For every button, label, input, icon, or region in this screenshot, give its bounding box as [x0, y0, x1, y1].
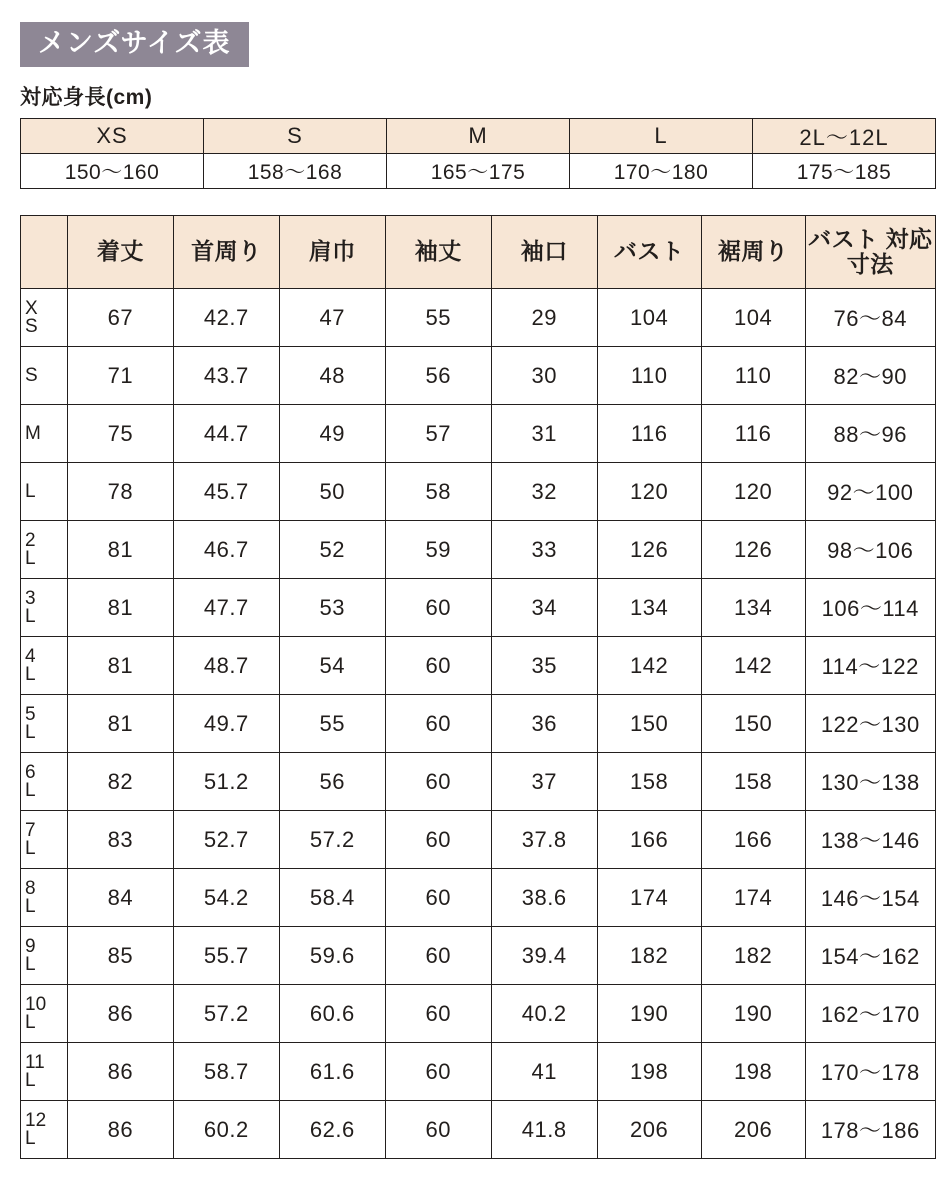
table-cell: 58.4 — [279, 869, 385, 927]
row-size-line2: L — [25, 547, 36, 569]
table-cell: 60 — [385, 637, 491, 695]
table-cell: 104 — [597, 289, 701, 347]
table-row — [21, 695, 936, 753]
table-cell: 110 — [597, 347, 701, 405]
table-cell: 78 — [67, 463, 173, 521]
table-cell: 158 — [701, 753, 805, 811]
table-row — [21, 753, 936, 811]
table-cell: 110 — [701, 347, 805, 405]
row-header-size — [21, 1101, 68, 1159]
table-row — [21, 811, 936, 869]
table-cell: 198 — [597, 1043, 701, 1101]
table-cell: 37 — [491, 753, 597, 811]
table-cell: 47 — [279, 289, 385, 347]
table-cell: 33 — [491, 521, 597, 579]
table-cell: 146～154 — [805, 869, 935, 927]
column-header-sodetake: 袖丈 — [385, 216, 491, 289]
table-cell: 162～170 — [805, 985, 935, 1043]
row-header-size — [21, 753, 68, 811]
table-row — [21, 985, 936, 1043]
table-cell: 206 — [597, 1101, 701, 1159]
table-cell: 60 — [385, 753, 491, 811]
bust-header-line2: 対応寸法 — [846, 225, 933, 278]
row-size-line1: 7 — [25, 819, 36, 841]
table-cell: 190 — [597, 985, 701, 1043]
table-cell: 57.2 — [173, 985, 279, 1043]
table-cell: 190 — [701, 985, 805, 1043]
row-header-size — [21, 521, 68, 579]
table-row — [21, 289, 936, 347]
row-header-size — [21, 985, 68, 1043]
row-size-line1: 12 — [25, 1109, 47, 1131]
table-cell: 174 — [701, 869, 805, 927]
row-size-line2: L — [25, 1069, 36, 1091]
table-cell: 126 — [701, 521, 805, 579]
row-size-line2: L — [25, 721, 36, 743]
table-cell: 81 — [67, 695, 173, 753]
column-header-katahaba: 肩巾 — [279, 216, 385, 289]
table-cell: 60 — [385, 869, 491, 927]
measurement-table — [20, 215, 936, 1159]
table-cell: 48 — [279, 347, 385, 405]
row-size-line1: 9 — [25, 935, 36, 957]
height-table-header-row — [21, 119, 936, 154]
height-size-cell: 2L～12L — [753, 119, 936, 154]
table-row — [21, 1043, 936, 1101]
table-cell: 31 — [491, 405, 597, 463]
table-cell: 42.7 — [173, 289, 279, 347]
table-cell: 62.6 — [279, 1101, 385, 1159]
table-cell: 182 — [701, 927, 805, 985]
table-cell: 58.7 — [173, 1043, 279, 1101]
table-cell: 45.7 — [173, 463, 279, 521]
row-size-line1: 6 — [25, 761, 36, 783]
table-cell: 134 — [701, 579, 805, 637]
table-cell: 60.2 — [173, 1101, 279, 1159]
table-cell: 55 — [385, 289, 491, 347]
table-row — [21, 463, 936, 521]
row-header-size — [21, 347, 68, 405]
table-row — [21, 347, 936, 405]
table-cell: 81 — [67, 579, 173, 637]
height-range-cell: 175～185 — [753, 154, 936, 189]
table-cell: 150 — [597, 695, 701, 753]
table-cell: 54 — [279, 637, 385, 695]
table-cell: 116 — [701, 405, 805, 463]
table-cell: 142 — [597, 637, 701, 695]
measurement-section — [20, 215, 933, 1159]
column-header-susomawari: 裾周り — [701, 216, 805, 289]
row-size-line1: 4 — [25, 645, 36, 667]
table-cell: 154～162 — [805, 927, 935, 985]
table-row — [21, 579, 936, 637]
table-cell: 71 — [67, 347, 173, 405]
table-cell: 56 — [279, 753, 385, 811]
table-cell: 150 — [701, 695, 805, 753]
table-cell: 81 — [67, 637, 173, 695]
table-cell: 142 — [701, 637, 805, 695]
table-cell: 116 — [597, 405, 701, 463]
table-cell: 52 — [279, 521, 385, 579]
height-range-cell: 170～180 — [570, 154, 753, 189]
table-cell: 49.7 — [173, 695, 279, 753]
row-size-line1: 11 — [25, 1051, 45, 1073]
table-row — [21, 869, 936, 927]
table-cell: 67 — [67, 289, 173, 347]
table-cell: 92～100 — [805, 463, 935, 521]
height-size-cell: M — [387, 119, 570, 154]
table-cell: 158 — [597, 753, 701, 811]
row-header-size — [21, 927, 68, 985]
table-cell: 59 — [385, 521, 491, 579]
table-cell: 138～146 — [805, 811, 935, 869]
height-table — [20, 118, 936, 189]
table-cell: 182 — [597, 927, 701, 985]
table-cell: 56 — [385, 347, 491, 405]
height-size-cell: L — [570, 119, 753, 154]
table-cell: 122～130 — [805, 695, 935, 753]
row-size-line1: X — [25, 297, 38, 319]
table-row — [21, 405, 936, 463]
column-header-sodeguchi: 袖口 — [491, 216, 597, 289]
height-section-caption: 対応身長(cm) — [20, 86, 153, 110]
row-size-line1: 10 — [25, 993, 47, 1015]
table-cell: 49 — [279, 405, 385, 463]
height-range-cell: 150～160 — [21, 154, 204, 189]
table-row — [21, 927, 936, 985]
table-cell: 34 — [491, 579, 597, 637]
row-size-line2: L — [25, 605, 36, 627]
table-cell: 55 — [279, 695, 385, 753]
table-cell: 85 — [67, 927, 173, 985]
row-header-size — [21, 579, 68, 637]
table-cell: 86 — [67, 1043, 173, 1101]
table-cell: 120 — [597, 463, 701, 521]
row-header-size — [21, 1043, 68, 1101]
table-cell: 60 — [385, 985, 491, 1043]
measurement-body — [21, 289, 936, 1159]
table-cell: 81 — [67, 521, 173, 579]
table-cell: 59.6 — [279, 927, 385, 985]
row-header-size — [21, 463, 68, 521]
row-size-line2: L — [25, 663, 36, 685]
table-cell: 98～106 — [805, 521, 935, 579]
table-cell: 58 — [385, 463, 491, 521]
height-range-cell: 158～168 — [204, 154, 387, 189]
height-size-cell: XS — [21, 119, 204, 154]
row-header-size — [21, 811, 68, 869]
column-header-kitake: 着丈 — [67, 216, 173, 289]
row-header-size — [21, 695, 68, 753]
measurement-corner-cell — [21, 216, 68, 289]
table-cell: 134 — [597, 579, 701, 637]
table-cell: 170～178 — [805, 1043, 935, 1101]
table-cell: 60 — [385, 579, 491, 637]
table-cell: 35 — [491, 637, 597, 695]
column-header-kubimawari: 首周り — [173, 216, 279, 289]
row-size-line1: 3 — [25, 587, 36, 609]
column-header-bust: バスト — [597, 216, 701, 289]
table-cell: 57.2 — [279, 811, 385, 869]
table-cell: 60 — [385, 1101, 491, 1159]
table-row — [21, 1101, 936, 1159]
height-table-value-row — [21, 154, 936, 189]
table-cell: 41 — [491, 1043, 597, 1101]
row-size-line2: L — [25, 1127, 36, 1149]
table-cell: 43.7 — [173, 347, 279, 405]
table-cell: 114～122 — [805, 637, 935, 695]
table-cell: 126 — [597, 521, 701, 579]
page-title: メンズサイズ表 — [20, 22, 249, 67]
table-cell: 106～114 — [805, 579, 935, 637]
row-header-size — [21, 869, 68, 927]
row-header-size — [21, 289, 68, 347]
table-cell: 44.7 — [173, 405, 279, 463]
row-size-line2: L — [25, 837, 36, 859]
table-cell: 166 — [597, 811, 701, 869]
table-cell: 60 — [385, 695, 491, 753]
row-size-line1: 8 — [25, 877, 36, 899]
column-header-bust-taio-sunpo — [805, 216, 935, 289]
table-cell: 46.7 — [173, 521, 279, 579]
row-size-line1: L — [25, 480, 36, 502]
table-cell: 53 — [279, 579, 385, 637]
table-cell: 178～186 — [805, 1101, 935, 1159]
table-cell: 82 — [67, 753, 173, 811]
table-cell: 86 — [67, 1101, 173, 1159]
table-cell: 166 — [701, 811, 805, 869]
table-cell: 47.7 — [173, 579, 279, 637]
row-size-line1: M — [25, 422, 41, 444]
table-cell: 54.2 — [173, 869, 279, 927]
table-cell: 60 — [385, 927, 491, 985]
height-size-cell: S — [204, 119, 387, 154]
table-cell: 76～84 — [805, 289, 935, 347]
row-size-line2: S — [25, 315, 38, 337]
table-cell: 174 — [597, 869, 701, 927]
table-cell: 60.6 — [279, 985, 385, 1043]
row-size-line1: 2 — [25, 529, 36, 551]
table-cell: 60 — [385, 1043, 491, 1101]
table-cell: 32 — [491, 463, 597, 521]
table-cell: 104 — [701, 289, 805, 347]
table-cell: 206 — [701, 1101, 805, 1159]
row-size-line2: L — [25, 895, 36, 917]
row-header-size — [21, 405, 68, 463]
table-cell: 40.2 — [491, 985, 597, 1043]
table-cell: 82～90 — [805, 347, 935, 405]
table-cell: 39.4 — [491, 927, 597, 985]
bust-header-line1: バスト — [808, 225, 879, 252]
table-cell: 83 — [67, 811, 173, 869]
table-cell: 130～138 — [805, 753, 935, 811]
height-range-cell: 165～175 — [387, 154, 570, 189]
table-cell: 61.6 — [279, 1043, 385, 1101]
table-cell: 30 — [491, 347, 597, 405]
table-cell: 60 — [385, 811, 491, 869]
table-cell: 198 — [701, 1043, 805, 1101]
table-row — [21, 521, 936, 579]
row-size-line2: L — [25, 953, 36, 975]
table-cell: 51.2 — [173, 753, 279, 811]
row-size-line2: L — [25, 779, 36, 801]
table-cell: 84 — [67, 869, 173, 927]
table-cell: 41.8 — [491, 1101, 597, 1159]
table-cell: 88～96 — [805, 405, 935, 463]
table-cell: 57 — [385, 405, 491, 463]
row-header-size — [21, 637, 68, 695]
table-cell: 52.7 — [173, 811, 279, 869]
row-size-line1: S — [25, 364, 38, 386]
table-cell: 37.8 — [491, 811, 597, 869]
table-cell: 29 — [491, 289, 597, 347]
table-cell: 75 — [67, 405, 173, 463]
table-cell: 55.7 — [173, 927, 279, 985]
table-row — [21, 637, 936, 695]
row-size-line1: 5 — [25, 703, 36, 725]
row-size-line2: L — [25, 1011, 36, 1033]
table-cell: 48.7 — [173, 637, 279, 695]
table-cell: 36 — [491, 695, 597, 753]
table-cell: 38.6 — [491, 869, 597, 927]
table-cell: 50 — [279, 463, 385, 521]
table-cell: 120 — [701, 463, 805, 521]
table-cell: 86 — [67, 985, 173, 1043]
measurement-header-row — [21, 216, 936, 289]
